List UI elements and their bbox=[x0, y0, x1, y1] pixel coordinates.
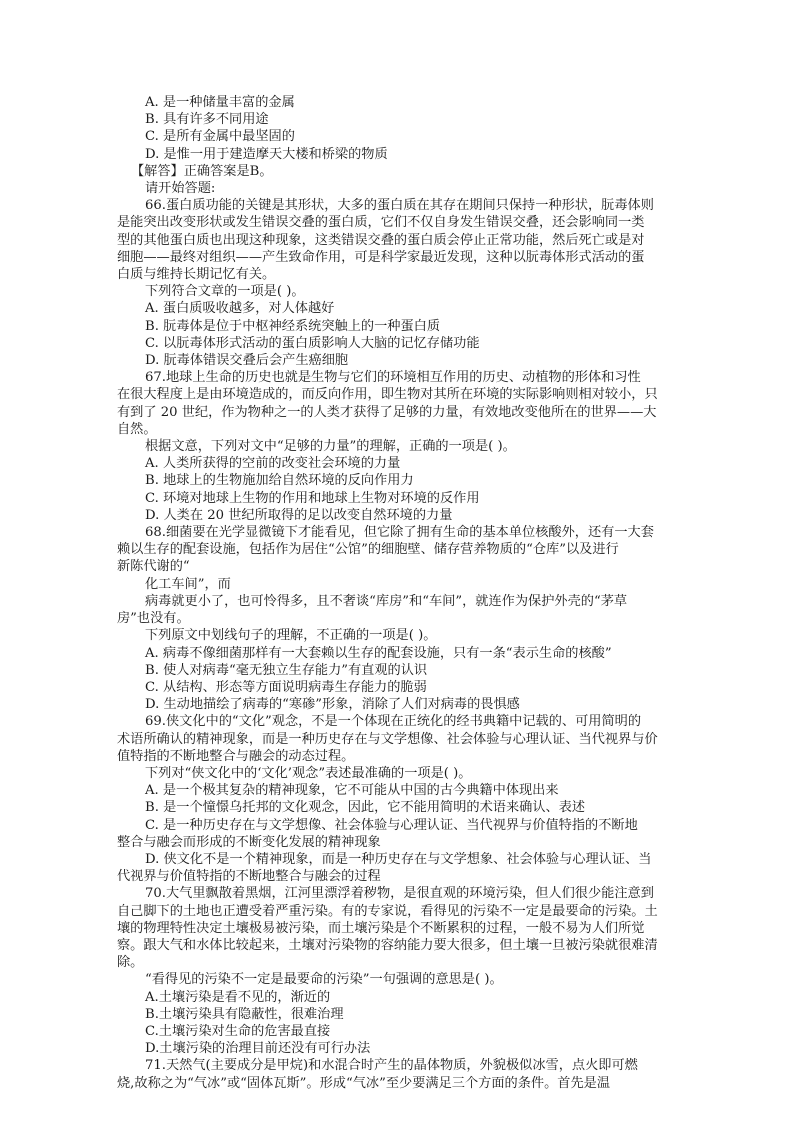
text-line: 71.天然气(主要成分是甲烷)和水混合时产生的晶体物质，外貌极似冰雪，点火即可燃 bbox=[145, 1058, 638, 1074]
text-line: 房”也没有。 bbox=[117, 611, 190, 627]
text-line: A. 蛋白质吸收越多，对人体越好 bbox=[145, 301, 335, 317]
text-line: D. 是惟一用于建造摩天大楼和桥梁的物质 bbox=[145, 146, 388, 162]
text-line: B. 朊毒体是位于中枢神经系统突触上的一种蛋白质 bbox=[145, 318, 441, 334]
text-line: 新陈代谢的“ bbox=[117, 559, 190, 575]
text-line: 是能突出改变形状或发生错误交叠的蛋白质，它们不仅自身发生错误交叠，还会影响同一类 bbox=[117, 215, 645, 231]
text-line: D. 朊毒体错误交叠后会产生癌细胞 bbox=[145, 353, 349, 369]
text-line: 化工车间”，而 bbox=[145, 576, 231, 592]
text-line: 壤的物理特性决定土壤极易被污染，而土壤污染是个不断累积的过程，一般不易为人们所觉 bbox=[117, 920, 645, 936]
text-line: 请开始答题: bbox=[145, 181, 216, 197]
text-line: C.土壤污染对生命的危害最直接 bbox=[145, 1023, 331, 1039]
text-line: 下列原文中划线句子的理解，不正确的一项是( )。 bbox=[145, 628, 437, 644]
text-line: B. 具有许多不同用途 bbox=[145, 112, 269, 128]
text-line: 赖以生存的配套设施，包括作为居住“公馆”的细胞壁、储存营养物质的“仓库”以及进行 bbox=[117, 542, 619, 558]
text-line: B. 地球上的生物施加给自然环境的反向作用力 bbox=[145, 473, 414, 489]
text-line: 67.地球上生命的历史也就是生物与它们的环境相互作用的历史、动植物的形体和习性 bbox=[145, 370, 641, 386]
text-line: A.土壤污染是看不见的，渐近的 bbox=[145, 989, 331, 1005]
text-line: 细胞——最终对组织——产生致命作用，可是科学家最近发现，这种以朊毒体形式活动的蛋 bbox=[117, 249, 645, 265]
text-line: C. 是一种历史存在与文学想像、社会体验与心理认证、当代视界与价值特指的不断地 bbox=[145, 817, 638, 833]
text-line: 69.侠文化中的“文化”观念，不是一个体现在正统化的经书典籍中记载的、可用简明的 bbox=[145, 714, 642, 730]
text-line: 型的其他蛋白质也出现这种现象，这类错误交叠的蛋白质会停止正常功能，然后死亡或是对 bbox=[117, 232, 645, 248]
text-line: D. 人类在 20 世纪所取得的足以改变自然环境的力量 bbox=[145, 507, 453, 523]
text-line: B. 是一个憧憬乌托邦的文化观念，因此，它不能用简明的术语来确认、表述 bbox=[145, 800, 586, 816]
text-line: A. 人类所获得的空前的改变社会环境的力量 bbox=[145, 456, 401, 472]
text-line: 烧,故称之为“气冰”或“固体瓦斯”。形成“气冰”至少要满足三个方面的条件。首先是温 bbox=[117, 1075, 611, 1091]
text-line: C. 环境对地球上生物的作用和地球上生物对环境的反作用 bbox=[145, 490, 480, 506]
text-line: D. 侠文化不是一个精神现象，而是一种历史存在与文学想象、社会体验与心理认证、当 bbox=[145, 851, 652, 867]
text-line: 在很大程度上是由环境造成的，而反向作用，即生物对其所在环境的实际影响则相对较小，只 bbox=[117, 387, 658, 403]
text-line: 下列符合文章的一项是( )。 bbox=[145, 284, 305, 300]
text-line: 自己脚下的土地也正遭受着严重污染。有的专家说，看得见的污染不一定是最要命的污染。土 bbox=[117, 903, 658, 919]
text-line: A. 病毒不像细菌那样有一大套赖以生存的配套设施，只有一条“表示生命的核酸” bbox=[145, 645, 612, 661]
text-line: 68.细菌要在光学显微镜下才能看见，但它除了拥有生命的基本单位核酸外，还有一大套 bbox=[145, 525, 654, 541]
text-line: 整合与融会而形成的不断变化发展的精神现象 bbox=[117, 834, 381, 850]
text-line: D. 生动地描绘了病毒的“寒碜”形象，消除了人们对病毒的畏惧感 bbox=[145, 697, 520, 713]
text-line: 66.蛋白质功能的关键是其形状，大多的蛋白质在其存在期间只保持一种形状，朊毒体则 bbox=[145, 198, 654, 214]
text-line: “看得见的污染不一定是最要命的污染”一句强调的意思是( )。 bbox=[145, 972, 503, 988]
text-line: C. 是所有金属中最坚固的 bbox=[145, 129, 295, 145]
text-line: 根据文意，下列对文中“足够的力量”的理解，正确的一项是( )。 bbox=[145, 439, 516, 455]
text-line: 察。跟大气和水体比较起来，土壤对污染物的容纳能力要大很多，但土壤一旦被污染就很难清 bbox=[117, 937, 658, 953]
text-line: 自然。 bbox=[117, 421, 157, 437]
text-line: 术语所确认的精神现象，而是一种历史存在与文学想像、社会体验与心理认证、当代视界与价 bbox=[117, 731, 658, 747]
text-line: D.土壤污染的治理目前还没有可行办法 bbox=[145, 1041, 371, 1057]
text-line: 白质与维持长期记忆有关。 bbox=[117, 267, 276, 283]
text-line: 代视界与价值特指的不断地整合与融会的过程 bbox=[117, 869, 381, 885]
document-page bbox=[117, 94, 687, 1092]
text-line: B.土壤污染具有隐蔽性，很难治理 bbox=[145, 1006, 344, 1022]
text-line: 下列对“侠文化中的‘文化’观念”表述最准确的一项是( )。 bbox=[145, 765, 472, 781]
text-line: 病毒就更小了，也可怜得多，且不奢谈“库房”和“车间”，就连作为保护外壳的“茅草 bbox=[145, 593, 628, 609]
text-line: 有到了 20 世纪，作为物种之一的人类才获得了足够的力量，有效地改变他所在的世界——大 bbox=[117, 404, 657, 420]
text-line: C. 以朊毒体形式活动的蛋白质影响人大脑的记忆存储功能 bbox=[145, 335, 480, 351]
text-line: B. 使人对病毒“毫无独立生存能力”有直观的认识 bbox=[145, 662, 428, 678]
text-line: 【解答】正确答案是B。 bbox=[131, 163, 273, 179]
text-line: 值特指的不断地整合与融会的动态过程。 bbox=[117, 748, 355, 764]
text-line: 70.大气里飘散着黑烟，江河里漂浮着秽物，是很直观的环境污染，但人们很少能注意到 bbox=[145, 886, 654, 902]
text-line: A. 是一种储量丰富的金属 bbox=[145, 95, 295, 110]
text-line: A. 是一个极其复杂的精神现象，它不可能从中国的古今典籍中体现出来 bbox=[145, 783, 559, 799]
text-line: 除。 bbox=[117, 955, 144, 971]
text-line: C. 从结构、形态等方面说明病毒生存能力的脆弱 bbox=[145, 679, 427, 695]
